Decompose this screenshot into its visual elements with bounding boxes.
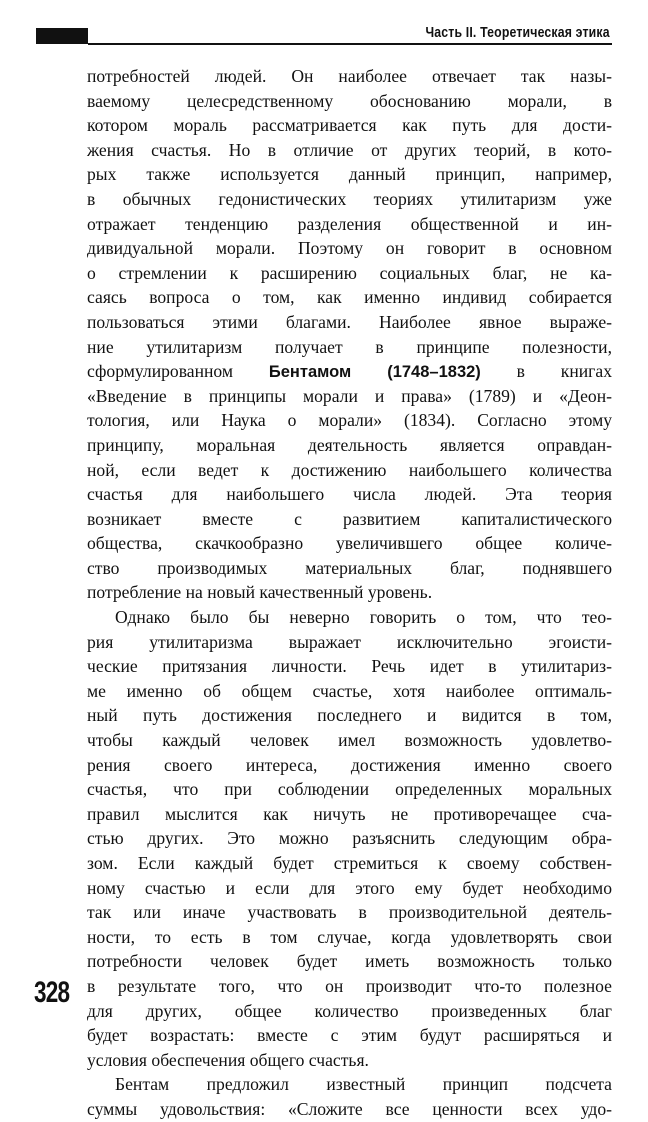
text-line: о стремлении к расширению социальных благ, не ка- bbox=[87, 262, 612, 283]
text-line: общества, скачкообразно увеличившего общее количе- bbox=[87, 533, 612, 554]
text-line: «Введение в принципы морали и права» (1789) и «Деон- bbox=[87, 385, 612, 406]
body-text bbox=[87, 64, 612, 1122]
text-line: ному счастью и если для этого ему будет необходимо bbox=[87, 877, 612, 898]
text-line: ство производимых материальных благ, поднявшего bbox=[87, 557, 612, 578]
text-line: Однако было бы неверно говорить о том, что тео- bbox=[115, 607, 612, 628]
text-line: зом. Если каждый будет стремиться к своему собствен- bbox=[87, 853, 612, 873]
text-line: отражает тенденцию разделения общественной и ин- bbox=[87, 213, 612, 234]
text-line: ваемому целесредственному обоснованию морали, в bbox=[87, 90, 612, 111]
text-line: так или иначе участвовать в производительной деятель- bbox=[87, 902, 612, 923]
text-line: в обычных гедонистических теориях утилитаризм уже bbox=[87, 188, 612, 209]
header-black-bar bbox=[36, 28, 88, 44]
running-header-title: Часть II. Теоретическая этика bbox=[425, 24, 610, 41]
text-line: дивидуальной морали. Поэтому он говорит в основном bbox=[87, 238, 612, 259]
text-line: для других, общее количество произведенных благ bbox=[87, 1000, 612, 1021]
text-line: ности, то есть в том случае, когда удовлетворять свои bbox=[87, 926, 612, 947]
text-line bbox=[87, 359, 612, 384]
text-fragment: сформулированном bbox=[87, 361, 269, 382]
text-line: ние утилитаризм получает в принципе полезности, bbox=[87, 336, 612, 357]
text-line: принципу, моральная деятельность является оправдан- bbox=[87, 434, 612, 455]
text-line: рия утилитаризма выражает исключительно эгоисти- bbox=[87, 631, 612, 652]
text-line: Бентам предложил известный принцип подсчета bbox=[115, 1074, 612, 1095]
text-line: рения своего интереса, достижения именно своего bbox=[87, 754, 612, 775]
text-line: счастья для наибольшего числа людей. Эта теория bbox=[87, 484, 612, 505]
text-line: в результате того, что он производит что-то полезное bbox=[87, 975, 612, 996]
text-line: пользоваться этими благами. Наиболее явное выраже- bbox=[87, 311, 612, 332]
text-line: ной, если ведет к достижению наибольшего количества bbox=[87, 459, 612, 480]
text-fragment: в книгах bbox=[480, 361, 612, 382]
text-line: ный путь достижения последнего и видится в том, bbox=[87, 705, 612, 726]
text-line: рых также используется данный принцип, например, bbox=[87, 164, 612, 185]
header-rule bbox=[88, 43, 612, 45]
text-line: потребности человек будет иметь возможность только bbox=[87, 951, 612, 972]
text-line: ме именно об общем счастье, хотя наиболее оптималь- bbox=[87, 680, 612, 701]
text-line: условия обеспечения общего счастья. bbox=[87, 1049, 369, 1070]
text-line: потребностей людей. Он наиболее отвечает так назы- bbox=[87, 66, 612, 86]
text-line: жения счастья. Но в отличие от других теорий, в кото- bbox=[87, 139, 612, 160]
text-line: саясь вопроса о том, как именно индивид собирается bbox=[87, 287, 612, 308]
bold-name: Бентамом (1748–1832) bbox=[268, 363, 481, 382]
text-line: стью других. Это можно разъяснить следующим обра- bbox=[87, 828, 612, 849]
text-line: будет возрастать: вместе с этим будут расширяться и bbox=[87, 1025, 612, 1046]
text-line: правил мыслится как ничуть не противоречащее сча- bbox=[87, 803, 612, 824]
text-line: тология, или Наука о морали» (1834). Согласно этому bbox=[87, 410, 612, 431]
text-line: ческие притязания личности. Речь идет в утилитариз- bbox=[87, 656, 612, 677]
text-line: суммы удовольствия: «Сложите все ценности всех удо- bbox=[87, 1098, 612, 1119]
text-line: котором мораль рассматривается как путь для дости- bbox=[87, 115, 612, 136]
text-line: потребление на новый качественный уровень. bbox=[87, 582, 433, 603]
running-header bbox=[36, 24, 612, 46]
text-line: счастья, что при соблюдении определенных моральных bbox=[87, 779, 612, 800]
text-line: чтобы каждый человек имел возможность удовлетво- bbox=[87, 730, 612, 751]
text-line: возникает вместе с развитием капиталистического bbox=[87, 508, 612, 529]
page-number: 328 bbox=[34, 976, 70, 1009]
